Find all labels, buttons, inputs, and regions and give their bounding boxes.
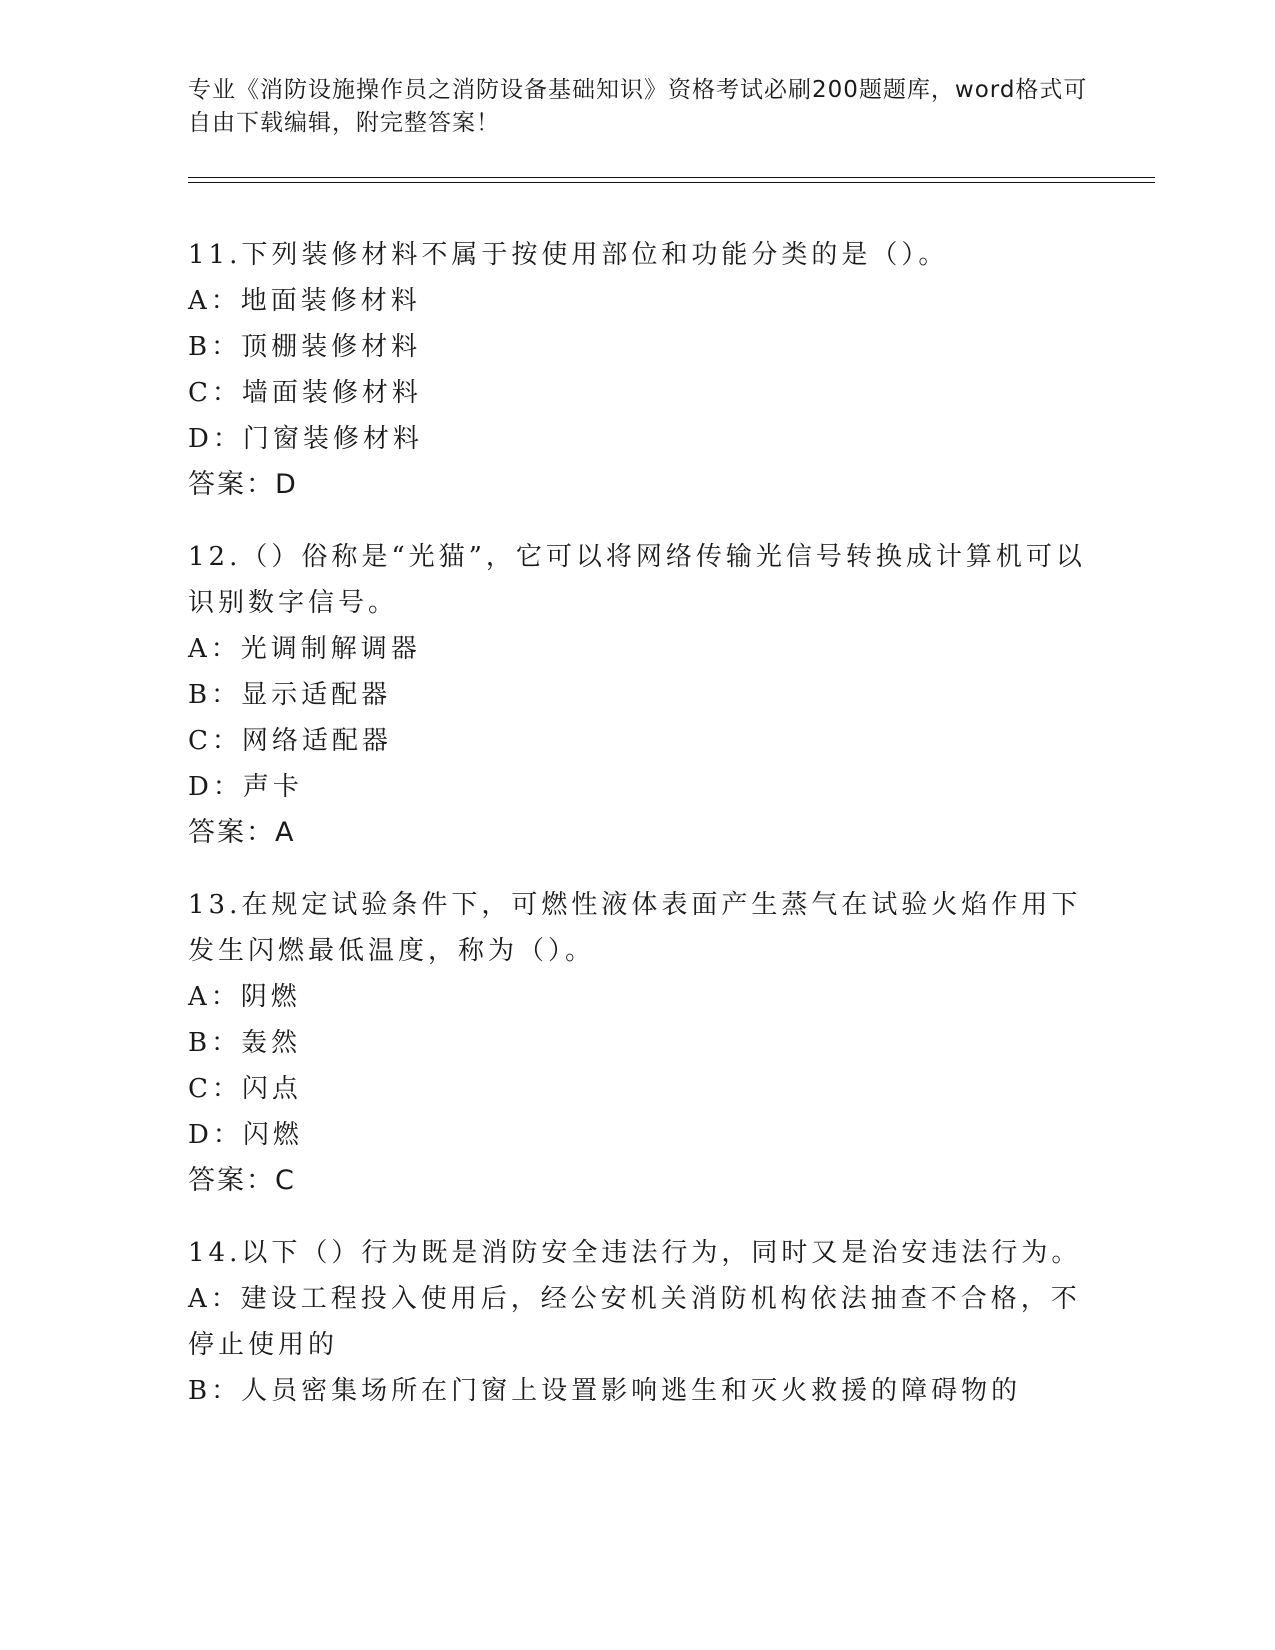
option-a: A：地面装修材料 (188, 286, 421, 316)
option-a: A：光调制解调器 (188, 634, 421, 664)
question-item (188, 882, 1088, 1204)
option-d: D：声卡 (188, 772, 303, 802)
question-stem: 11.下列装修材料不属于按使用部位和功能分类的是（）。 (188, 240, 949, 270)
header-divider-bottom (188, 182, 1155, 183)
question-item (188, 534, 1088, 856)
option-d: D：闪燃 (188, 1120, 303, 1150)
question-item (188, 1230, 1088, 1414)
option-b: B：轰然 (188, 1028, 302, 1058)
question-list (188, 232, 1088, 1440)
option-d: D：门窗装修材料 (188, 424, 423, 454)
question-stem: 13.在规定试验条件下，可燃性液体表面产生蒸气在试验火焰作用下发生闪燃最低温度，称为（）。 (188, 890, 1082, 966)
option-c: C：闪点 (188, 1074, 302, 1104)
option-b: B：显示适配器 (188, 680, 392, 710)
document-header (188, 74, 1088, 140)
option-a: A：建设工程投入使用后，经公安机关消防机构依法抽查不合格，不停止使用的 (188, 1284, 1081, 1360)
question-item (188, 232, 1088, 508)
answer-line: 答案：D (188, 469, 298, 500)
option-c: C：墙面装修材料 (188, 378, 422, 408)
header-divider-top (188, 177, 1155, 178)
answer-line: 答案：A (188, 817, 296, 848)
answer-line: 答案：C (188, 1165, 296, 1196)
option-b: B：人员密集场所在门窗上设置影响逃生和灭火救援的障碍物的 (188, 1376, 1022, 1406)
header-intro-text: 专业《消防设施操作员之消防设备基础知识》资格考试必刷200题题库，word格式可自由下载编辑，附完整答案！ (188, 77, 1088, 136)
option-a: A：阴燃 (188, 982, 301, 1012)
option-b: B：顶棚装修材料 (188, 332, 422, 362)
option-c: C：网络适配器 (188, 726, 392, 756)
question-stem: 12.（）俗称是“光猫”，它可以将网络传输光信号转换成计算机可以识别数字信号。 (188, 542, 1086, 618)
question-stem: 14.以下（）行为既是消防安全违法行为，同时又是治安违法行为。 (188, 1238, 1082, 1268)
